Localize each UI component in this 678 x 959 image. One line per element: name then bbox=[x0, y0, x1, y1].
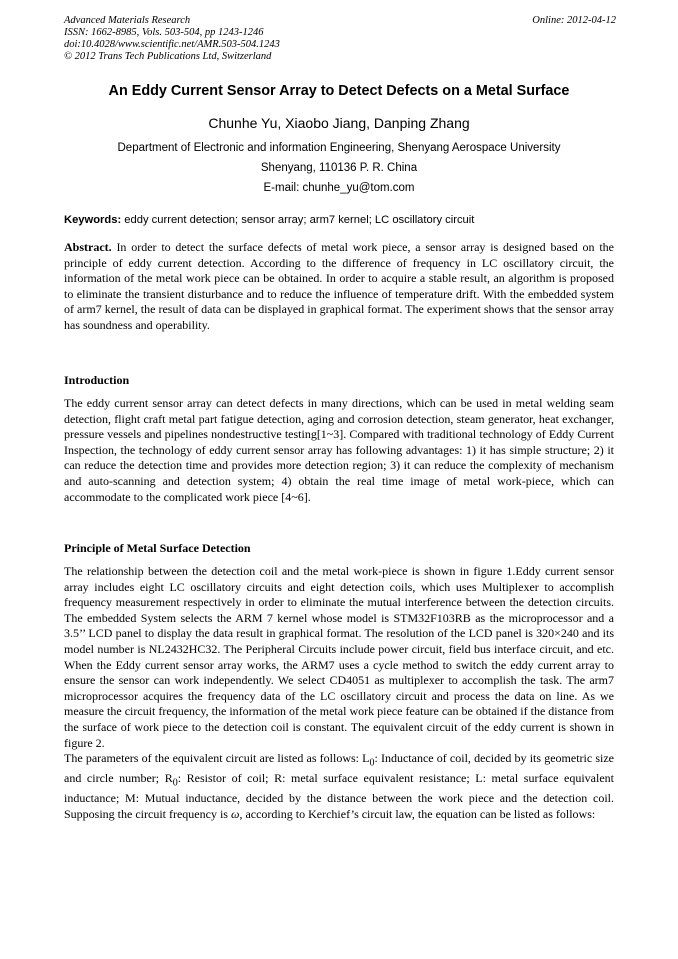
journal-name: Advanced Materials Research bbox=[64, 15, 191, 26]
affiliation bbox=[40, 138, 638, 198]
city: Shenyang, 110136 P. R. China bbox=[260, 162, 418, 174]
authors: Chunhe Yu, Xiaobo Jiang, Danping Zhang bbox=[208, 115, 470, 131]
principle-paragraph-2: The parameters of the equivalent circuit are listed as follows: $L_0$: Inductance of coil, decided by its geometric size and circle number; $R_0$: Resistor of coil; R: metal surface equivalent resistance; L: metal surface equivalent inductance; M: Mutual inductance, decided by the distance between the work piece and the detection coil. Supposing the circuit frequency is ω, according to Kerchief’s circuit law, the equation can be listed as follows: bbox=[64, 751, 614, 821]
abstract-text: In order to detect the surface defects of metal work piece, a sensor array is designed based on the principle of eddy current detection. According to the difference of frequency in LC oscillatory circuit, the information of the metal work piece can be obtained. In order to acquire a stable result, an algorithm is proposed to eliminate the transient disturbance and to reduce the influence of temperature drift. With the embedded system of arm7 kernel, the result of data can be displayed in graphical format. The experiment shows that the sensor array has soundness and operability. bbox=[64, 240, 614, 332]
section-heading-principle: Principle of Metal Surface Detection bbox=[64, 541, 251, 555]
principle-paragraph-1: The relationship between the detection coil and the metal work-piece is shown in figure 1.Eddy current sensor array includes eight LC oscillatory circuits and eight detection coils, which uses Multiplexer to accomplish frequency measurement respectively in order to eliminate the mutual interference between the detection circuits. The embedded System selects the ARM 7 kernel whose model is STM32F103RB as the microprocessor and a 3.5’’ LCD panel to display the data result in graphical format. The resolution of the LCD panel is 320×240 and its model number is NL2432HC32. The Peripheral Circuits include power circuit, field bus interface circuit, and etc. When the Eddy current sensor array works, the ARM7 uses a cycle method to switch the eddy current array to ensure the sensor can work independently. We select CD4051 as multiplexer to accomplish the task. The arm7 microprocessor acquires the frequency data of the LC oscillatory circuit and process the data on line. As we measure the circuit frequency, the information of the metal work piece feature can be obtained if the distance from the surface of work piece to the detection coil is constant. The equivalent circuit of the eddy current is shown in figure 2. bbox=[64, 564, 614, 750]
keywords-text: eddy current detection; sensor array; arm7 kernel; LC oscillatory circuit bbox=[121, 214, 475, 226]
keywords bbox=[64, 214, 616, 226]
department: Department of Electronic and information Engineering, Shenyang Aerospace University bbox=[117, 142, 561, 154]
principle-body bbox=[64, 564, 614, 822]
copyright: © 2012 Trans Tech Publications Ltd, Switzerland bbox=[64, 51, 272, 62]
abstract bbox=[64, 240, 614, 334]
issn: ISSN: 1662-8985, Vols. 503-504, pp 1243-1246 bbox=[64, 27, 264, 38]
keywords-label: Keywords: bbox=[64, 214, 122, 226]
section-heading-introduction: Introduction bbox=[64, 373, 130, 387]
introduction-paragraph: The eddy current sensor array can detect defects in many directions, which can be used in metal welding seam detection, flight craft metal part fatigue detection, aging and corrosion detection, steam generator, heat exchanger, pressure vessels and pipelines nondestructive testing[1~3]. Compared with traditional technology of Eddy Current Inspection, the technology of eddy current sensor array has following advantages: 1) it has simple structure; 2) it can reduce the detection time and provides more detection region; 3) it can reduce the complexity of mechanism and auto-scanning and detection system; 4) obtain the real time image of metal work-piece, which can accommodate to the complicated work piece [4~6]. bbox=[64, 396, 614, 504]
email: E-mail: chunhe_yu@tom.com bbox=[263, 182, 415, 194]
introduction-body bbox=[64, 396, 614, 505]
online-date: Online: 2012-04-12 bbox=[532, 15, 616, 26]
doi: doi:10.4028/www.scientific.net/AMR.503-504.1243 bbox=[64, 39, 280, 50]
abstract-label: Abstract. bbox=[64, 240, 112, 254]
paper-title: An Eddy Current Sensor Array to Detect Defects on a Metal Surface bbox=[108, 83, 570, 99]
journal-metadata bbox=[64, 15, 616, 63]
